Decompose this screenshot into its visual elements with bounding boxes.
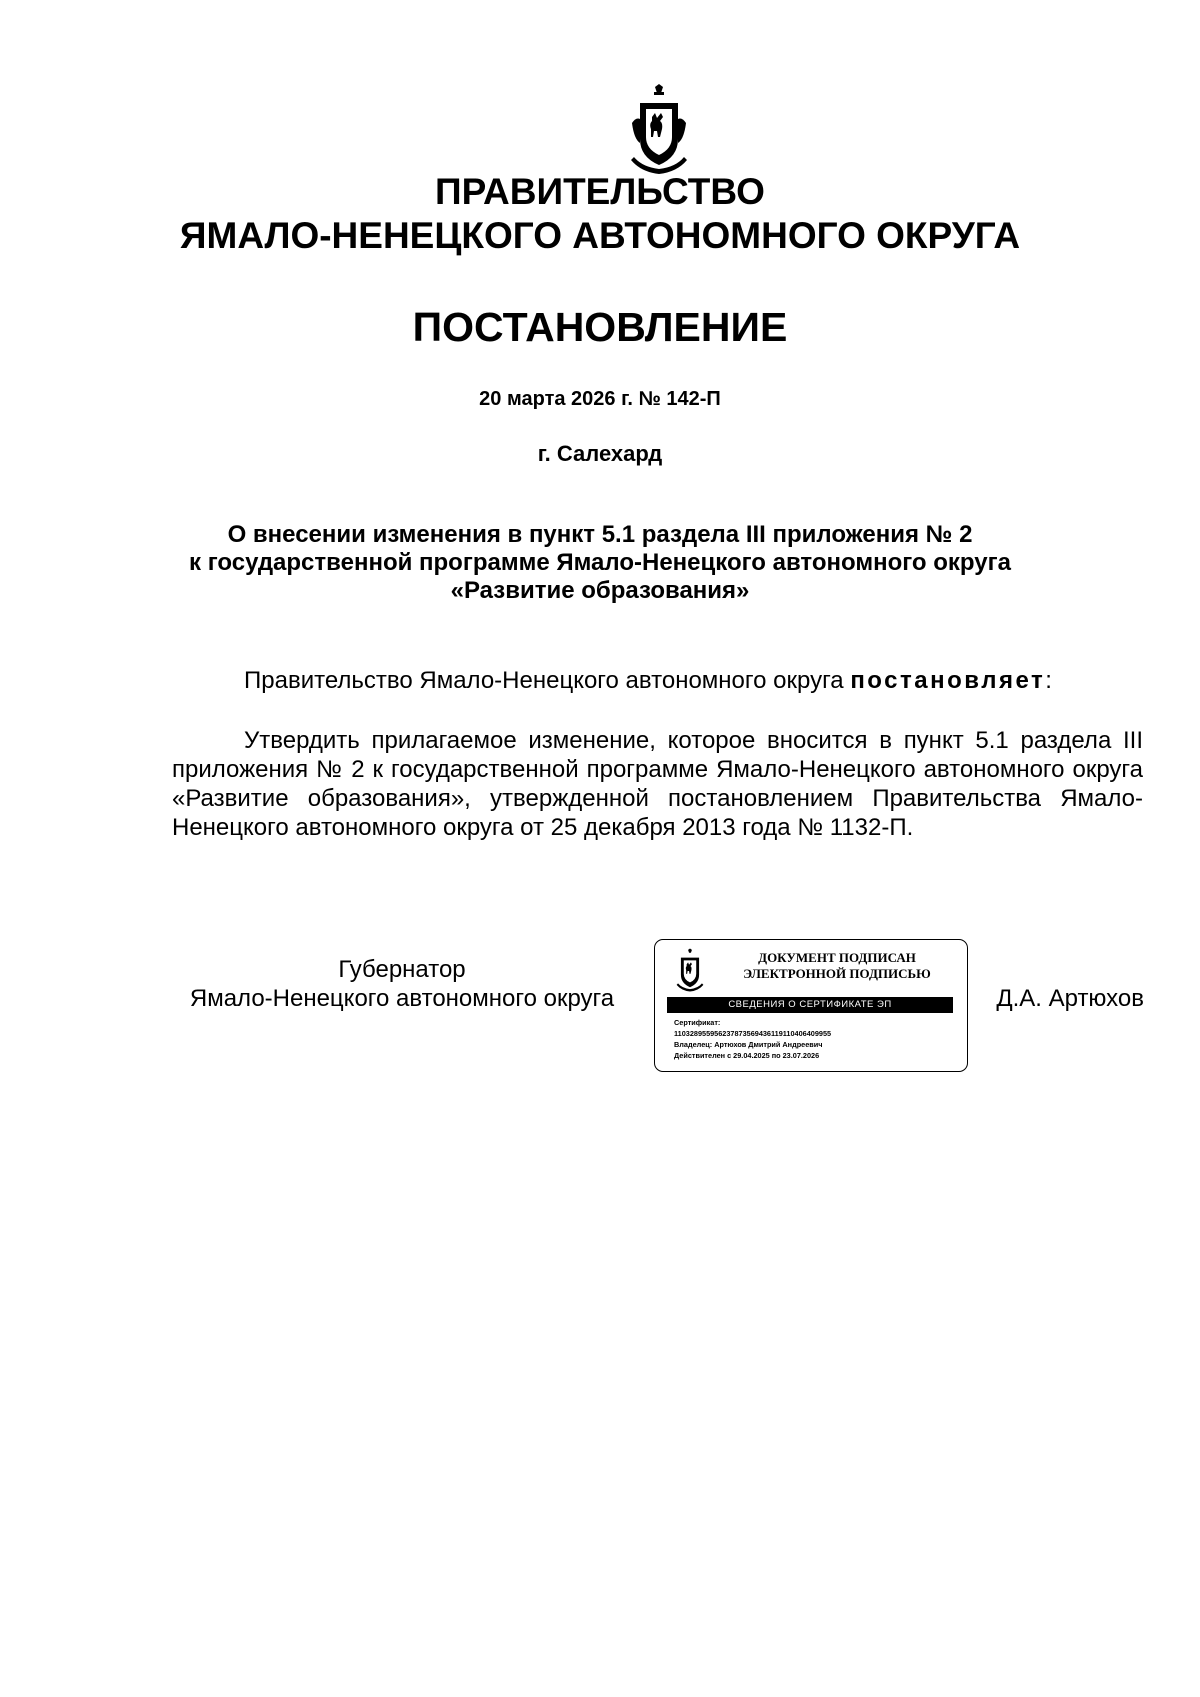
stamp-certificate-details [674,1017,959,1061]
stamp-certificate-bar: СВЕДЕНИЯ О СЕРТИФИКАТЕ ЭП [667,997,953,1013]
organization-name-line2: ЯМАЛО-НЕНЕЦКОГО АВТОНОМНОГО ОКРУГА [179,215,1021,256]
coat-of-arms-emblem [628,83,690,175]
document-title-line1: О внесении изменения в пункт 5.1 раздела III приложения № 2 [227,521,973,548]
date-and-number: 20 марта 2026 г. № 142-П [479,388,721,410]
electronic-signature-stamp [654,939,968,1072]
stamp-cert-number: 110328955956237873569436119110406409955 [674,1029,832,1038]
stamp-heading-line2: ЭЛЕКТРОННОЙ ПОДПИСЬЮ [743,966,931,981]
document-title-line3: «Развитие образования» [450,577,750,604]
preamble-paragraph [172,666,1143,696]
stamp-owner: Владелец: Артюхов Дмитрий Андреевич [674,1040,823,1049]
preamble-verb: постановляет [850,667,1046,694]
stamp-heading-line1: ДОКУМЕНТ ПОДПИСАН [758,950,916,965]
organization-name-line1: ПРАВИТЕЛЬСТВО [435,171,765,212]
signatory-name: Д.А. Артюхов [996,985,1144,1012]
document-title [0,521,1200,605]
stamp-emblem-icon [675,948,705,992]
city: г. Салехард [537,441,663,466]
document-type: ПОСТАНОВЛЕНИЕ [412,304,788,350]
preamble-text: Правительство Ямало-Ненецкого автономного округа [244,667,851,694]
stamp-cert-label: Сертификат: [674,1018,721,1027]
stamp-validity: Действителен с 29.04.2025 по 23.07.2026 [674,1051,820,1060]
document-title-line2: к государственной программе Ямало-Ненецкого автономного округа [189,549,1011,576]
signatory-position [172,955,632,1013]
resolution-paragraph: Утвердить прилагаемое изменение, которое вносится в пункт 5.1 раздела III приложения № 2 к государственной программе Ямало-Ненецкого автономного округа «Развитие образования», утвержденной постановлением Правительства Ямало-Ненецкого автономного округа от 25 декабря 2013 года № 1132-П. [172,727,1143,841]
stamp-heading [717,950,957,982]
signatory-position-line2: Ямало-Ненецкого автономного округа [189,985,615,1012]
preamble-colon: : [1045,667,1052,694]
signatory-position-line1: Губернатор [338,956,466,983]
